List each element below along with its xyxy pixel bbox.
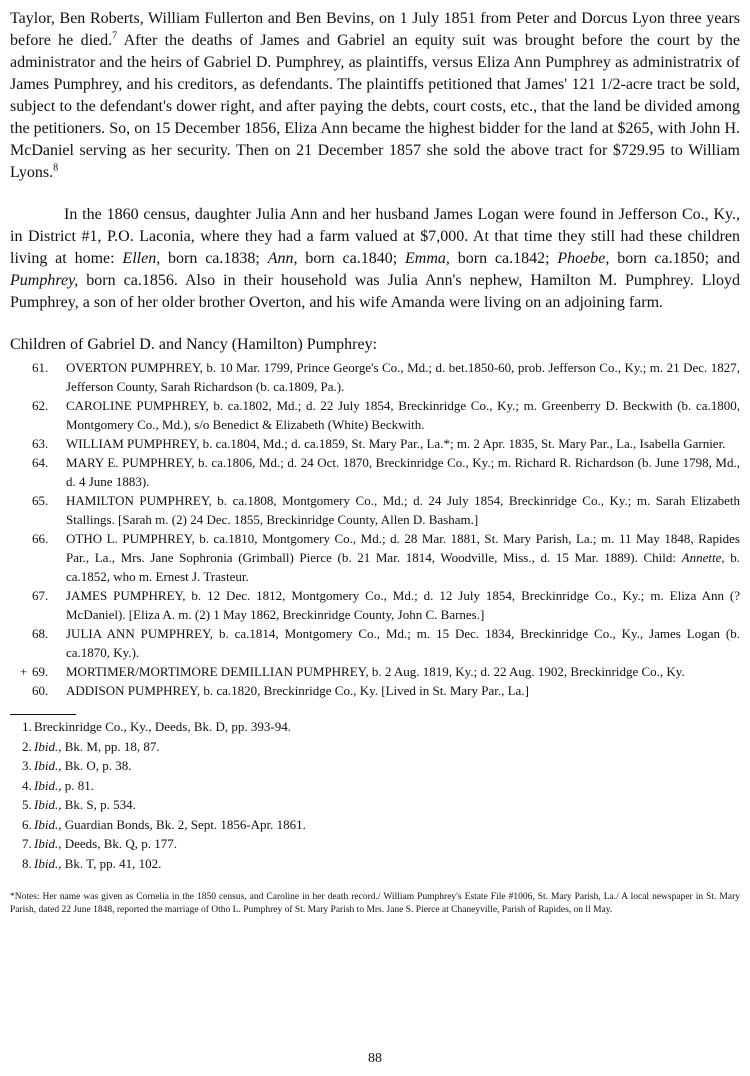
document-page [10,8,740,917]
footnote-ibid: Ibid., [34,816,62,832]
child-text: WILLIAM PUMPHREY, b. ca.1804, Md.; d. ca.1859, St. Mary Par., La.*; m. 2 Apr. 1835, St. Mary Par., La., Isabella Garnier. [66,436,726,451]
children-heading: Children of Gabriel D. and Nancy (Hamilton) Pumphrey: [10,336,378,353]
footnote-number: 4. [22,777,32,793]
footnote-divider [10,714,76,715]
footnote-ibid: Ibid., [34,836,62,851]
footnote-number: 6. [22,816,32,832]
paragraph-2-text: born ca.1838; [160,250,268,267]
paragraph-2-text: born ca.1840; [297,250,405,267]
footnote-ibid: Ibid., [34,777,62,793]
footnote-text: Guardian Bonds, Bk. 2, Sept. 1856-Apr. 1861. [61,816,306,832]
child-entry [10,491,740,529]
notes-block: *Notes: Her name was given as Cornelia in the 1850 census, and Caroline in her death record./ William Pumphrey's Estate File #1006, St. Mary Parish, La./ A local newspaper in St. Mary Parish, dated 22 June 1848, reported the marriage of Otho L. Pumphrey of St. Mary Parish to Mrs. Jane S. Pierce at Chaneyville, Parish of Rapides, on ll May. [10,892,740,915]
paragraph-1-text-a: Taylor, Ben Roberts, William Fullerton and Ben Bevins, on 1 July 1851 from Peter and Dorcus Lyon three years before he died. [10,10,740,49]
child-number: 65. [32,493,49,508]
paragraph-2-text: born ca.1850; and [609,250,741,267]
footnote [10,854,740,874]
child-entry [10,681,740,700]
child-number: 69. [32,664,49,679]
child-name-emma: Emma, [405,250,450,267]
footnote-text: Bk. S, p. 534. [61,797,136,812]
child-name-pumphrey: Pumphrey, [10,272,79,289]
footnote [10,717,740,737]
child-text: CAROLINE PUMPHREY, b. ca.1802, Md.; d. 22 July 1854, Breckinridge Co., Ky.; m. Greenberry D. Beckwith (b. ca.1800, Montgomery Co., Md.), s/o Benedict & Elizabeth (White) Beckwith. [66,398,740,432]
footnote-text: Bk. O, p. 38. [61,758,132,773]
footnote-ref-8: 8 [53,162,59,174]
child-number: 66. [32,531,49,546]
child-text: OVERTON PUMPHREY, b. 10 Mar. 1799, Prince George's Co., Md.; d. bet.1850-60, prob. Jefferson Co., Ky.; m. 21 Dec. 1827, Jefferson County, Sarah Richardson (b. ca.1809, Pa.). [66,360,740,394]
child-text: MARY E. PUMPHREY, b. ca.1806, Md.; d. 24 Oct. 1870, Breckinridge Co., Ky.; m. Richard R. Richardson (b. June 1798, Md., d. 4 June 1883). [66,455,740,489]
child-entry [10,396,740,434]
paragraph-2 [10,204,740,314]
child-text: MORTIMER/MORTIMORE DEMILLIAN PUMPHREY, b. 2 Aug. 1819, Ky.; d. 22 Aug. 1902, Breckinridge Co., Ky. [66,664,685,679]
child-text: ADDISON PUMPHREY, b. ca.1820, Breckinridge Co., Ky. [Lived in St. Mary Par., La.] [66,683,529,698]
child-entry [10,586,740,624]
child-number: 61. [32,360,49,375]
child-entry [10,662,740,681]
child-text: JAMES PUMPHREY, b. 12 Dec. 1812, Montgomery Co., Md.; d. 12 July 1854, Breckinridge Co., Ky.; m. Eliza Ann (?McDaniel). [Eliza A. m. (2) 1 May 1862, Breckinridge County, John C. Barnes.] [66,588,740,622]
child-number: 63. [32,436,49,451]
footnote [10,815,740,835]
child-entry [10,624,740,662]
paragraph-2-text: born ca.1856. Also in their household was Julia Ann's nephew, Hamilton M. Pumphrey. Lloyd Pumphrey, a son of her older brother Overton, and his wife Amanda were living on an adjoining farm. [10,272,740,311]
footnote-number: 5. [22,797,32,812]
footnote-text: Bk. T, pp. 41, 102. [61,855,162,871]
child-entry [10,453,740,491]
footnote-number: 2. [22,738,32,754]
footnotes-list [10,717,740,873]
footnote-text: p. 81. [61,777,94,793]
footnote-ibid: Ibid., [34,758,62,773]
footnote-number: 1. [22,719,32,734]
child-text: JULIA ANN PUMPHREY, b. ca.1814, Montgomery Co., Md.; m. 15 Dec. 1834, Breckinridge Co., Ky., James Logan (b. ca.1870, Ky.). [66,626,740,660]
footnote-text: Bk. M, pp. 18, 87. [61,738,160,754]
footnote-number: 3. [22,758,32,773]
footnote-text: Deeds, Bk. Q, p. 177. [61,836,177,851]
child-name-ellen: Ellen, [122,250,161,267]
footnote [10,756,740,776]
page-number: 88 [368,1051,382,1066]
grandchild-name: Annette, [681,550,725,565]
footnote [10,737,740,757]
paragraph-2-text: In the 1860 census, daughter Julia Ann and her husband James Logan were found in Jefferson Co., Ky., in District #1, P.O. Laconia, where they had a farm valued at $7,000. At that time they still had these children living at home: [10,206,740,267]
child-name-phoebe: Phoebe, [557,250,610,267]
child-entry [10,529,740,586]
footnote [10,795,740,815]
child-entry [10,358,740,396]
child-text: b. ca.1852, who m. Ernest J. Trasteur. [66,550,741,584]
child-number: 64. [32,455,49,470]
paragraph-1-text-b: After the deaths of James and Gabriel an equity suit was brought before the court by the administrator and the heirs of Gabriel D. Pumphrey, as plaintiffs, versus Eliza Ann Pumphrey as administratrix of James Pumphrey, and his creditors, as defendants. The plaintiffs petitioned that James' 121 1/2-acre tract be sold, subject to the defendant's dower right, and after paying the debts, court costs, etc., that the land be divided among the petitioners. So, on 15 December 1856, Eliza Ann became the highest bidder for the land at $265, with John H. McDaniel serving as her security. Then on 21 December 1857 she sold the above tract for $729.95 to William Lyons. [10,32,740,181]
footnote-ibid: Ibid., [34,797,62,812]
paragraph-1 [10,8,740,184]
footnote-ref-7: 7 [112,30,118,42]
descendant-marker: + [20,664,28,679]
footnote-number: 7. [22,836,32,851]
footnote-ibid: Ibid., [34,855,62,871]
footnote [10,834,740,854]
footnote-number: 8. [22,855,32,871]
paragraph-2-text: born ca.1842; [449,250,558,267]
footnote [10,776,740,796]
child-text: OTHO L. PUMPHREY, b. ca.1810, Montgomery Co., Md.; d. 28 Mar. 1881, St. Mary Parish, La.; m. 11 May 1848, Rapides Par., La., Mrs. Jane Sophronia (Grimball) Pierce (b. 21 Mar. 1814, Woodville, Miss., d. 15 Mar. 1889). Child: [66,531,740,565]
child-number: 62. [32,398,49,413]
child-text: HAMILTON PUMPHREY, b. ca.1808, Montgomery Co., Md.; d. 24 July 1854, Breckinridge Co., Ky.; m. Sarah Elizabeth Stallings. [Sarah m. (2) 24 Dec. 1855, Breckinridge County, Allen D. Basham.] [66,493,740,527]
child-entry [10,434,740,453]
children-list [10,358,740,700]
child-number: 67. [32,588,49,603]
child-number: 68. [32,626,49,641]
child-name-ann: Ann, [267,250,298,267]
child-number: 60. [32,683,49,698]
footnote-text: Breckinridge Co., Ky., Deeds, Bk. D, pp. 393-94. [34,719,291,734]
footnote-ibid: Ibid., [34,738,62,754]
